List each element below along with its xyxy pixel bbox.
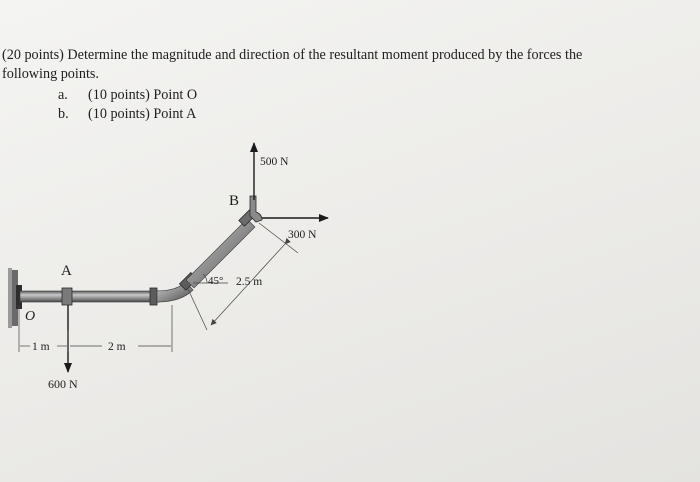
question-line-2: following points.	[2, 66, 99, 82]
part-b-text: (10 points) Point A	[88, 106, 197, 122]
label-force-up: 500 N	[260, 156, 289, 168]
label-B: B	[229, 193, 240, 209]
question-line-1: (20 points) Determine the magnitude and direction of the resultant moment produced by the forces the	[2, 47, 583, 63]
label-force-right: 300 N	[288, 229, 317, 241]
pipe-flange-bend	[150, 288, 157, 305]
label-force-down: 600 N	[48, 377, 78, 391]
label-length-diagonal: 2.5 m	[236, 276, 263, 288]
label-dimension-1m: 1 m	[32, 341, 50, 353]
horizontal-pipe	[20, 291, 160, 302]
label-angle: 45°	[208, 275, 224, 287]
part-a-letter: a.	[58, 87, 68, 103]
pipe-end-B	[250, 196, 262, 222]
label-dimension-2m: 2 m	[108, 341, 126, 353]
label-O: O	[25, 309, 36, 324]
part-a-text: (10 points) Point O	[88, 87, 198, 103]
part-b-letter: b.	[58, 106, 69, 122]
label-A: A	[61, 263, 72, 279]
pipe-flange-A	[62, 288, 72, 305]
